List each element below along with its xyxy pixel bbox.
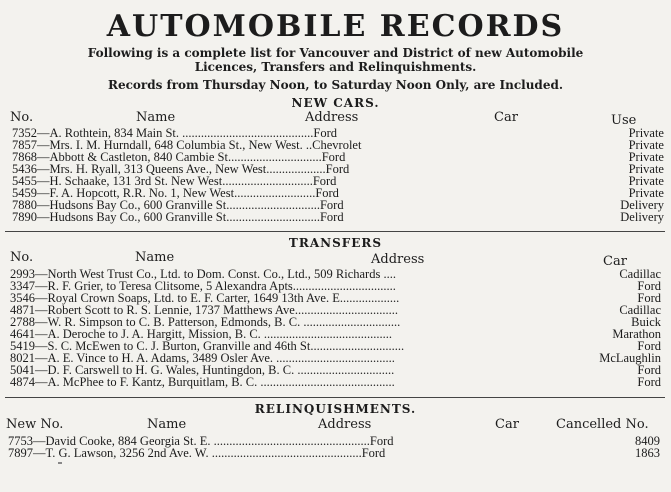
relinquishment-entry: 7753—David Cooke, 884 Georgia St. E. ..................................................Ford [8,434,394,448]
transfer-car: Buick [631,315,661,329]
transfer-car: McLaughlin [599,351,661,365]
transfer-car: Ford [637,375,661,389]
transfer-car: Cadillac [619,303,661,317]
transfer-entry: 4874—A. McPhee to F. Kantz, Burquitlam, B. C. ........................................... [10,375,395,389]
new-cars-header-name: Name [136,110,176,125]
transfers-header-car: Car [603,254,627,269]
new-cars-header-no: No. [10,110,34,125]
relinquishment-entry: 7897—T. G. Lawson, 3256 2nd Ave. W. ................................................Ford [8,446,386,460]
section-divider [5,397,665,398]
new-car-entry: 5459—F. A. Hopcott, R.R. No. 1, New West..........................Ford [12,186,339,200]
new-car-entry: 7857—Mrs. I. M. Hurndall, 648 Columbia St., New West. ..Chevrolet [12,138,362,152]
new-car-use: Private [628,138,664,152]
new-car-use: Private [628,186,664,200]
transfer-car: Cadillac [619,267,661,281]
new-cars-header-address: Address [305,110,359,125]
new-car-entry: 7880—Hudsons Bay Co., 600 Granville St..............................Ford [12,198,344,212]
transfers-header-no: No. [10,250,34,265]
new-car-use: Private [628,150,664,164]
relinquishment-cancelled-no: 8409 [635,434,660,448]
page-title: AUTOMOBILE RECORDS [106,9,565,44]
transfer-entry: 2788—W. R. Simpson to C. B. Patterson, Edmonds, B. C. ............................... [10,315,401,329]
transfer-entry: 3546—Royal Crown Soaps, Ltd. to E. F. Carter, 1649 13th Ave. E................... [10,291,400,305]
new-cars-heading: NEW CARS. [291,96,380,110]
transfer-car: Ford [637,339,661,353]
relinquishments-header-car: Car [495,417,519,432]
relinquishments-header-cancelled: Cancelled No. [556,417,649,432]
section-divider [5,231,665,232]
transfer-car: Ford [637,291,661,305]
new-cars-header-use: Use [611,113,637,128]
relinquishment-cancelled-no: 1863 [635,446,660,460]
transfers-header-address: Address [371,252,425,267]
new-car-use: Delivery [620,210,664,224]
new-car-entry: 7890—Hudsons Bay Co., 600 Granville St..............................Ford [12,210,344,224]
relinquishments-heading: RELINQUISHMENTS. [254,402,417,416]
intro-line-2: Licences, Transfers and Relinquishments. [194,60,477,74]
transfer-entry: 5041—D. F. Carswell to H. G. Wales, Huntingdon, B. C. ............................... [10,363,395,377]
new-car-use: Delivery [620,198,664,212]
new-cars-header-car: Car [494,110,518,125]
transfers-header-name: Name [135,250,175,265]
transfer-entry: 4641—A. Deroche to J. A. Hargitt, Mission, B. C. ......................................... [10,327,393,341]
new-car-entry: 5436—Mrs. H. Ryall, 313 Queens Ave., New West...................Ford [12,162,350,176]
transfer-car: Marathon [612,327,661,341]
print-speck [58,462,62,464]
relinquishments-header-address: Address [318,417,372,432]
transfer-entry: 5419—S. C. McEwen to C. J. Burton, Granville and 46th St.............................. [10,339,405,353]
new-car-entry: 7868—Abbott & Castleton, 840 Cambie St..............................Ford [12,150,346,164]
new-car-entry: 5455—H. Schaake, 131 3rd St. New West.............................Ford [12,174,337,188]
transfer-entry: 8021—A. E. Vince to H. A. Adams, 3489 Osler Ave. ...................................... [10,351,395,365]
new-car-entry: 7352—A. Rothtein, 834 Main St. ..........................................Ford [12,126,338,140]
transfer-entry: 3347—R. F. Grier, to Teresa Clitsome, 5 Alexandra Apts................................. [10,279,396,293]
transfer-entry: 4871—Robert Scott to R. S. Lennie, 1737 Matthews Ave................................. [10,303,398,317]
intro-line-3: Records from Thursday Noon, to Saturday Noon Only, are Included. [107,78,564,92]
transfer-car: Ford [637,363,661,377]
transfers-heading: TRANSFERS [288,236,383,250]
new-car-use: Private [628,126,664,140]
transfer-entry: 2993—North West Trust Co., Ltd. to Dom. Const. Co., Ltd., 509 Richards .... [10,267,396,281]
intro-line-1: Following is a complete list for Vancouver and District of new Automobile [87,46,584,60]
relinquishments-header-new-no: New No. [6,417,64,432]
new-car-use: Private [628,174,664,188]
new-car-use: Private [628,162,664,176]
transfer-car: Ford [637,279,661,293]
relinquishments-header-name: Name [147,417,187,432]
